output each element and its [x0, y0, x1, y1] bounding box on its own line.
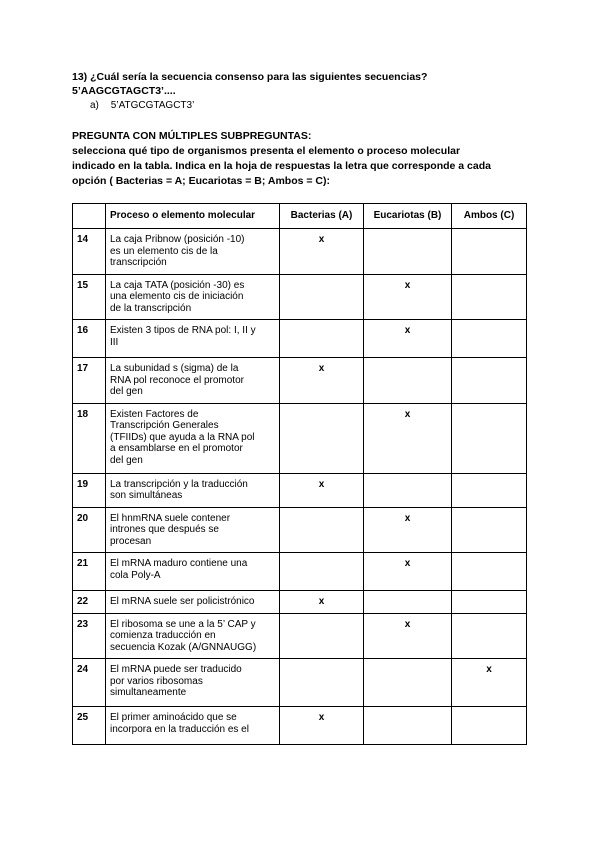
check-mark: x [318, 234, 325, 245]
check-mark: x [404, 558, 411, 569]
row-number: 18 [73, 403, 106, 473]
answer-cell-b [364, 320, 452, 358]
description-line: El primer aminoácido que se [110, 712, 237, 723]
instructions-line: opción ( Bacterias = A; Eucariotas = B; Ambos = C): [72, 175, 330, 187]
answer-cell-c [452, 229, 527, 275]
answer-cell-c [452, 707, 527, 745]
description-line: La caja TATA (posición -30) es [110, 279, 245, 291]
answer-cell-c [452, 473, 527, 507]
row-description [106, 591, 280, 614]
check-mark: x [404, 325, 411, 336]
answer-cell-c [452, 274, 527, 320]
answer-cell-a [280, 507, 364, 553]
header-bacterias: Bacterias (A) [280, 204, 364, 229]
table-row [73, 591, 527, 614]
description-line: El mRNA maduro contiene una [110, 558, 248, 569]
check-mark: x [318, 363, 325, 374]
row-number: 14 [73, 229, 106, 275]
table-row [73, 707, 527, 745]
table-header-row [73, 204, 527, 229]
row-number: 21 [73, 553, 106, 591]
row-description [106, 229, 280, 275]
header-number [73, 204, 106, 229]
answer-cell-b [364, 403, 452, 473]
table-row [73, 274, 527, 320]
description-line: RNA pol reconoce el promotor [110, 374, 244, 386]
table-row [73, 659, 527, 707]
description-line: El hnmRNA suele contener [110, 512, 231, 524]
check-mark: x [318, 478, 325, 490]
answer-cell-a [280, 274, 364, 320]
answer-cell-c [452, 553, 527, 591]
table-row [73, 553, 527, 591]
answer-cell-c [452, 591, 527, 614]
row-description [106, 553, 280, 591]
row-description [106, 613, 280, 659]
answer-cell-c [452, 403, 527, 473]
instructions [72, 129, 532, 189]
row-description [106, 320, 280, 358]
header-eucariotas: Eucariotas (B) [364, 204, 452, 229]
table-row [73, 473, 527, 507]
description-line: Transcripción Generales [110, 420, 219, 431]
instructions-line: indicado en la tabla. Indica en la hoja de respuestas la letra que corresponde a cada [72, 160, 491, 172]
table-row [73, 229, 527, 275]
description-line: La subunidad s (sigma) de la [110, 363, 239, 374]
answer-cell-a [280, 320, 364, 358]
answer-cell-b [364, 229, 452, 275]
row-description [106, 274, 280, 320]
description-line: es un elemento cis de la [110, 245, 218, 257]
answer-cell-b [364, 707, 452, 745]
answer-cell-c [452, 659, 527, 707]
description-line: La transcripción y la traducción [110, 478, 248, 490]
description-line: El mRNA suele ser policistrónico [110, 596, 255, 607]
description-line: del gen [110, 386, 143, 397]
header-process: Proceso o elemento molecular [106, 204, 280, 229]
row-description [106, 507, 280, 553]
answer-cell-a [280, 591, 364, 614]
check-mark: x [404, 618, 411, 630]
description-line: simultaneamente [110, 687, 187, 698]
answer-table [72, 203, 527, 745]
description-line: III [110, 336, 119, 348]
answer-cell-a [280, 403, 364, 473]
answer-cell-b [364, 473, 452, 507]
row-description [106, 473, 280, 507]
description-line: a ensamblarse en el promotor [110, 443, 243, 454]
description-line: secuencia Kozak (A/GNNAUGG) [110, 641, 257, 653]
description-line: intrones que después se [110, 524, 219, 535]
table-row [73, 403, 527, 473]
description-line: por varios ribosomas [110, 675, 203, 687]
answer-cell-b [364, 358, 452, 404]
answer-cell-c [452, 613, 527, 659]
table-row [73, 358, 527, 404]
row-number: 16 [73, 320, 106, 358]
description-line: Existen 3 tipos de RNA pol: I, II y [110, 325, 256, 336]
row-number: 25 [73, 707, 106, 745]
check-mark: x [404, 408, 411, 420]
answer-cell-a [280, 613, 364, 659]
description-line: comienza traducción en [110, 630, 216, 641]
answer-cell-c [452, 358, 527, 404]
header-ambos: Ambos (C) [452, 204, 527, 229]
question-13-option-a [90, 99, 194, 113]
check-mark: x [318, 712, 325, 723]
description-line: procesan [110, 535, 152, 547]
check-mark: x [318, 596, 325, 607]
answer-cell-a [280, 473, 364, 507]
row-description [106, 358, 280, 404]
description-line: una elemento cis de iniciación [110, 291, 244, 302]
description-line: Existen Factores de [110, 408, 199, 420]
answer-cell-c [452, 507, 527, 553]
answer-cell-c [452, 320, 527, 358]
description-line: incorpora en la traducción es el [110, 723, 249, 735]
answer-cell-b [364, 553, 452, 591]
answer-cell-a [280, 358, 364, 404]
description-line: El ribosoma se une a la 5’ CAP y [110, 618, 256, 630]
row-description [106, 707, 280, 745]
table-row [73, 320, 527, 358]
answer-cell-a [280, 553, 364, 591]
check-mark: x [486, 664, 492, 675]
answer-cell-b [364, 659, 452, 707]
row-description [106, 659, 280, 707]
description-line: son simultáneas [110, 490, 183, 501]
answer-cell-b [364, 613, 452, 659]
instructions-line: selecciona qué tipo de organismos presenta el elemento o proceso molecular [72, 145, 461, 157]
instructions-title: PREGUNTA CON MÚLTIPLES SUBPREGUNTAS: [72, 130, 312, 142]
answer-cell-a [280, 229, 364, 275]
description-line: del gen [110, 454, 143, 466]
description-line: transcripción [110, 257, 167, 268]
option-letter: a) [90, 100, 99, 111]
answer-cell-a [280, 659, 364, 707]
table-row [73, 507, 527, 553]
row-number: 23 [73, 613, 106, 659]
row-number: 22 [73, 591, 106, 614]
description-line: cola Poly-A [110, 569, 161, 581]
check-mark: x [404, 512, 411, 524]
row-number: 15 [73, 274, 106, 320]
description-line: El mRNA puede ser traducido [110, 664, 242, 675]
answer-cell-a [280, 707, 364, 745]
row-number: 19 [73, 473, 106, 507]
question-13-text: 13) ¿Cuál sería la secuencia consenso para las siguientes secuencias? [72, 71, 428, 83]
question-13 [72, 70, 427, 98]
description-line: La caja Pribnow (posición -10) [110, 234, 245, 245]
answer-cell-b [364, 591, 452, 614]
option-text: 5’ATGCGTAGCT3’ [110, 100, 195, 111]
check-mark: x [404, 279, 411, 291]
description-line: de la transcripción [110, 302, 192, 314]
row-number: 17 [73, 358, 106, 404]
table-row [73, 613, 527, 659]
row-number: 20 [73, 507, 106, 553]
question-13-sequence: 5’AAGCGTAGCT3’.... [72, 85, 176, 97]
row-number: 24 [73, 659, 106, 707]
description-line: (TFIIDs) que ayuda a la RNA pol [110, 431, 255, 443]
answer-cell-b [364, 274, 452, 320]
table-body [73, 229, 527, 745]
answer-cell-b [364, 507, 452, 553]
row-description [106, 403, 280, 473]
